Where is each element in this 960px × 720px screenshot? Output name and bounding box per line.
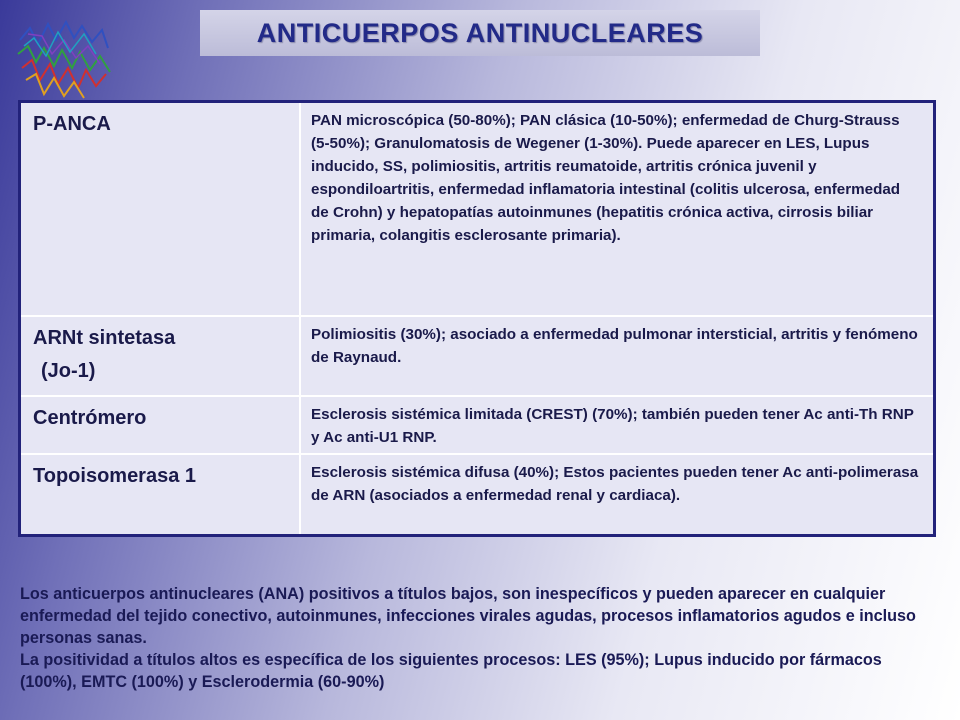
footer-paragraph: Los anticuerpos antinucleares (ANA) positivos a títulos bajos, son inespecíficos y pueden aparecer en cualquier enfermedad del tejido conectivo, autoinmunes, infecciones virales agudas, procesos inflamatorios agudos e incluso personas sanas. [20,585,916,647]
antibody-table [18,100,936,537]
antibody-name: Topoisomerasa 1 [33,464,197,487]
antibody-name: ARNt sintetasa [33,326,176,349]
antibody-name: Centrómero [33,406,147,429]
page-title: ANTICUERPOS ANTINUCLEARES [256,17,704,48]
antibody-name-cell [20,396,301,454]
antibody-name-subtitle: (Jo-1) [41,359,96,382]
footer-notes [20,583,940,693]
antibody-name: P-ANCA [33,113,111,135]
antibody-description: Polimiositis (30%); asociado a enfermedad pulmonar intersticial, artritis y fenómeno de Raynaud. [300,316,935,396]
table-row [20,102,935,316]
protein-molecule-icon [8,10,118,100]
antibody-description: Esclerosis sistémica difusa (40%); Estos pacientes pueden tener Ac anti-polimerasa de ARN (asociados a enfermedad renal y cardiaca). [300,454,935,536]
table-row [20,396,935,454]
antibody-description: PAN microscópica (50-80%); PAN clásica (10-50%); enfermedad de Churg-Strauss (5-50%); Granulomatosis de Wegener (1-30%). Puede aparecer en LES, Lupus inducido, SS, polimiositis, artritis reumatoide, artritis crónica juvenil y espondiloartritis, enfermedad inflamatoria intestinal (colitis ulcerosa, enfermedad de Crohn) y hepatopatías autoinmunes (hepatitis crónica activa, cirrosis biliar primaria, colangitis esclerosante primaria). [300,102,935,316]
footer-paragraph: La positividad a títulos altos es específica de los siguientes procesos: LES (95%); Lupus inducido por fármacos (100%), EMTC (100%) y Esclerodermia (60-90%) [20,651,882,691]
antibody-name-cell [20,454,301,536]
title-banner [200,10,760,56]
table-row [20,316,935,396]
table-row [20,454,935,536]
antibody-name-cell [20,316,301,396]
antibody-description: Esclerosis sistémica limitada (CREST) (70%); también pueden tener Ac anti-Th RNP y Ac anti-U1 RNP. [300,396,935,454]
antibody-name-cell [20,102,301,316]
